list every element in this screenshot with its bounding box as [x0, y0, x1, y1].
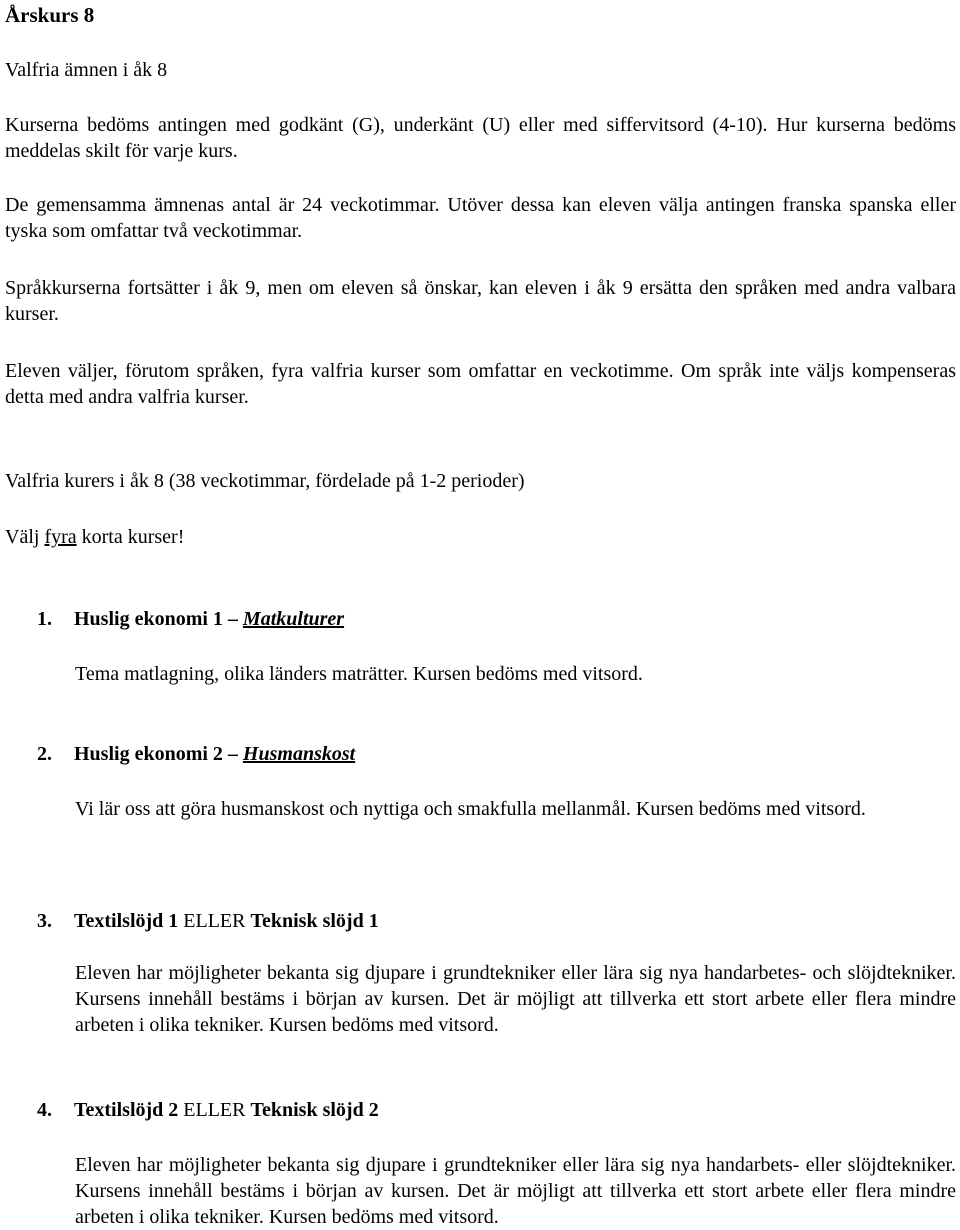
- course-4-heading: [37, 1097, 956, 1123]
- languages-paragraph: Språkkurserna fortsätter i åk 9, men om eleven så önskar, kan eleven i åk 9 ersätta den språken med andra valbara kurser.: [5, 277, 956, 325]
- page-title: Årskurs 8: [5, 3, 95, 27]
- course-3-description: Eleven har möjligheter bekanta sig djupare i grundtekniker eller lära sig nya handarbetes- och slöjdtekniker. Kursens innehåll bestäms i början av kursen. Det är möjligt att tillverka ett stort arbete eller flera mindre arbeten i olika tekniker. Kursen bedöms med vitsord.: [75, 962, 956, 1036]
- instruction-underlined: fyra: [44, 526, 77, 548]
- course-1-name: Huslig ekonomi 1 –: [74, 608, 243, 630]
- course-2-theme: Husmanskost: [242, 743, 356, 765]
- course-4-number: 4.: [37, 1099, 52, 1121]
- course-1-theme: Matkulturer: [242, 608, 345, 630]
- course-2-number: 2.: [37, 743, 52, 765]
- course-3-name-a: Textilslöjd 1: [74, 910, 179, 932]
- course-4-description: Eleven har möjligheter bekanta sig djupare i grundtekniker eller lära sig nya handarbets- eller slöjdtekniker. Kursens innehåll bestäms i början av kursen. Det är möjligt att tillverka ett stort arbete eller flera mindre arbeten i olika tekniker. Kursen bedöms med vitsord.: [75, 1154, 956, 1228]
- course-1-heading: [37, 606, 956, 632]
- course-3-connector: ELLER: [178, 910, 251, 932]
- course-4-name-a: Textilslöjd 2: [74, 1099, 179, 1121]
- course-3-number: 3.: [37, 910, 52, 932]
- course-3-name-b: Teknisk slöjd 1: [250, 910, 379, 932]
- course-1-description: Tema matlagning, olika länders maträtter. Kursen bedöms med vitsord.: [75, 663, 643, 685]
- course-4-name-b: Teknisk slöjd 2: [250, 1099, 379, 1121]
- course-2-name: Huslig ekonomi 2 –: [74, 743, 243, 765]
- instruction-line: [5, 524, 956, 550]
- hours-paragraph: De gemensamma ämnenas antal är 24 veckotimmar. Utöver dessa kan eleven välja antingen franska spanska eller tyska som omfattar två veckotimmar.: [5, 194, 956, 242]
- course-2-heading: [37, 741, 956, 767]
- course-1-number: 1.: [37, 608, 52, 630]
- choose-paragraph: Eleven väljer, förutom språken, fyra valfria kurser som omfattar en veckotimme. Om språk inte väljs kompenseras detta med andra valfria kurser.: [5, 360, 956, 408]
- grading-paragraph: Kurserna bedöms antingen med godkänt (G), underkänt (U) eller med siffervitsord (4-10). Hur kurserna bedöms meddelas skilt för varje kurs.: [5, 114, 956, 162]
- course-3-heading: [37, 908, 956, 934]
- course-2-description: Vi lär oss att göra husmanskost och nyttiga och smakfulla mellanmål. Kursen bedöms med vitsord.: [75, 798, 866, 820]
- course-4-connector: ELLER: [178, 1099, 251, 1121]
- optional-courses-heading: Valfria kurers i åk 8 (38 veckotimmar, fördelade på 1-2 perioder): [5, 470, 525, 492]
- instruction-before: Välj: [5, 526, 45, 548]
- instruction-after: korta kurser!: [76, 526, 185, 548]
- section-subtitle: Valfria ämnen i åk 8: [5, 59, 168, 81]
